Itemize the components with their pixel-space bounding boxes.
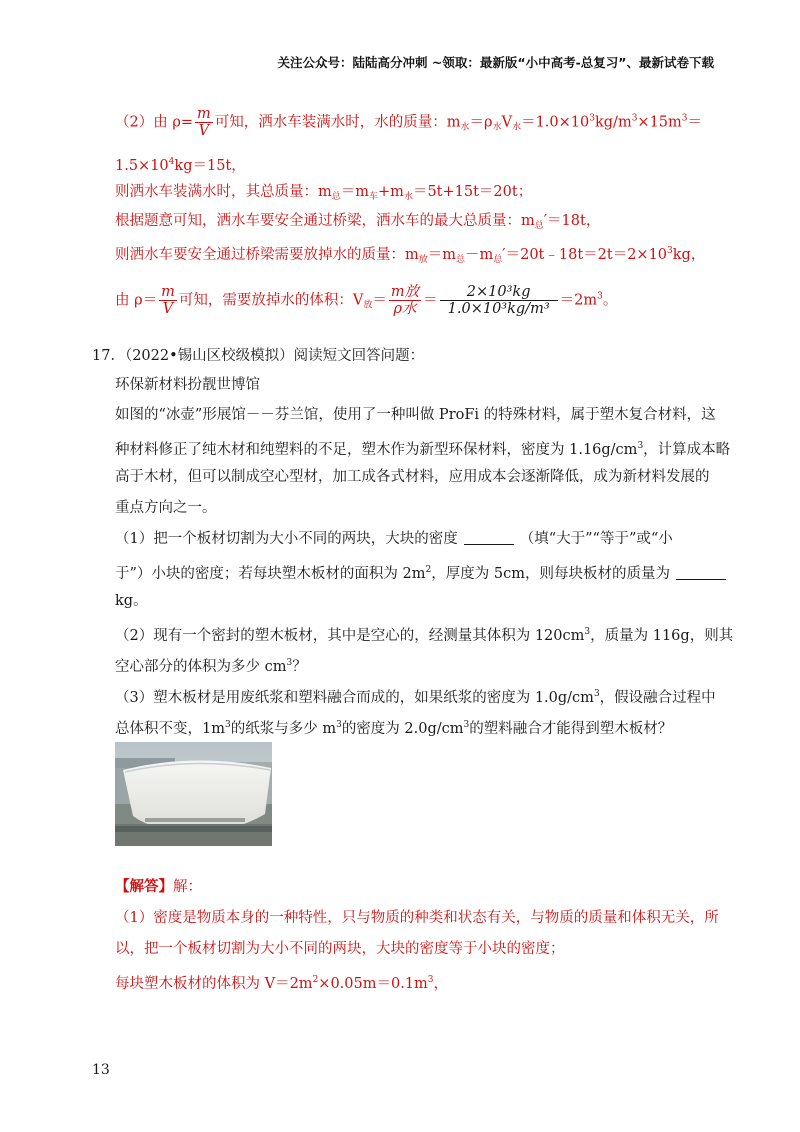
fraction-m-over-v: $\frac{m}{V}$ xyxy=(197,106,211,139)
answer-line-1: （1）密度是物质本身的一种特性，只与物质的种类和状态有关，与物质的质量和体积无关，所 xyxy=(115,910,719,926)
sub-question-1-cont: 于”）小块的密度；若每块塑木板材的面积为 $2m^2$，厚度为 5cm，则每块板材的质量为 xyxy=(115,560,732,584)
page-number: 13 xyxy=(92,1062,110,1078)
fraction-numeric: $\frac{\text{2×10³kg}}{\text{1.0×10³kg/m³}}$ xyxy=(440,284,558,317)
sub-question-3-cont: 总体积不变，$1m^3$的纸浆与多少 $m^3$的密度为 $2.0g/cm^3$的塑料融合才能得到塑木板材？ xyxy=(115,720,673,737)
sub-question-2-cont: 空心部分的体积为多少 $cm^3$？ xyxy=(115,658,307,675)
solution-line-5: 则洒水车要安全通过桥梁需要放掉水的质量：$m_放=m_总-m_总'=20t﹣18t=2t=2\times 10^3kg$， xyxy=(115,246,706,265)
solution-line-6: 由 ρ＝ $\frac{m}{V}$ 可知，需要放掉水的体积：$V_放=$ $\frac{\text{m放}}{\text{ρ水}}$ ＝ $\frac{\text{2×10³kg}}{\text{1.0×10³kg/m³}}$ $=2m^3$。 xyxy=(115,284,618,317)
article-paragraph-4: 重点方向之一。 xyxy=(115,500,217,516)
answer-line-3: 每块塑木板材的体积为 $V=2m^2\times 0.05m=0.1m^3$， xyxy=(115,975,449,992)
page-header: 关注公众号：陆陆高分冲刺 ~领取：最新版“小中高考-总复习”、最新试卷下载 xyxy=(277,55,714,70)
solution-line-4: 根据题意可知，洒水车要安全通过桥梁，洒水车的最大总质量：$m_总'=18t$， xyxy=(115,213,601,231)
article-paragraph-1: 如图的“冰壶”形展馆－－芬兰馆，使用了一种叫做 ProFi 的特殊材料，属于塑木复合材料，这 xyxy=(115,407,716,423)
sub-question-1: （1）把一个板材切割为大小不同的两块，大块的密度 （填“大于”“等于”或“小 xyxy=(115,531,673,547)
question-17-title: 17．（2022•锡山区校级模拟）阅读短文回答问题： xyxy=(92,348,425,364)
solution-line-1: （2）由 ρ= $\frac{m}{V}$ 可知，洒水车装满水时，水的质量：$m_水=\rho_水V_水=1.0\times 10^3kg/m^3\times 15m^3=$ xyxy=(115,106,703,139)
article-paragraph-2: 种材料修正了纯木材和纯塑料的不足，塑木作为新型环保材料，密度为 $1.16g/cm^3$，计算成本略 xyxy=(115,441,731,458)
answer-heading: 【解答】解： xyxy=(115,878,202,895)
fraction-mfang-over-rho: $\frac{\text{m放}}{\text{ρ水}}$ xyxy=(390,284,420,317)
sub-question-1-unit: kg。 xyxy=(115,593,148,609)
solution-line-2: $1.5\times 10^4kg=15t$， xyxy=(115,157,246,174)
article-title: 环保新材料扮靓世博馆 xyxy=(115,377,260,393)
sub-question-3: （3）塑木板材是用废纸浆和塑料融合而成的，如果纸浆的密度为 $1.0g/cm^3$，假设融合过程中 xyxy=(115,689,716,706)
answer-blank-2[interactable] xyxy=(676,565,726,580)
pavilion-photo xyxy=(115,742,272,846)
solution-line-3: 则洒水车装满水时，其总质量：$m_总=m_车+m_水=5t+15t=20t$； xyxy=(115,184,533,202)
fraction-m-over-v-2: $\frac{m}{V}$ xyxy=(161,284,175,317)
answer-blank-1[interactable] xyxy=(464,530,514,545)
article-paragraph-3: 高于木材，但可以制成空心型材，加工成各式材料，应用成本会逐渐降低，成为新材料发展的 xyxy=(115,469,710,485)
answer-line-2: 以，把一个板材切割为大小不同的两块，大块的密度等于小块的密度； xyxy=(115,941,565,957)
sub-question-2: （2）现有一个密封的塑木板材，其中是空心的，经测量其体积为 $120cm^3$，质量为 116g，则其 xyxy=(115,627,734,644)
